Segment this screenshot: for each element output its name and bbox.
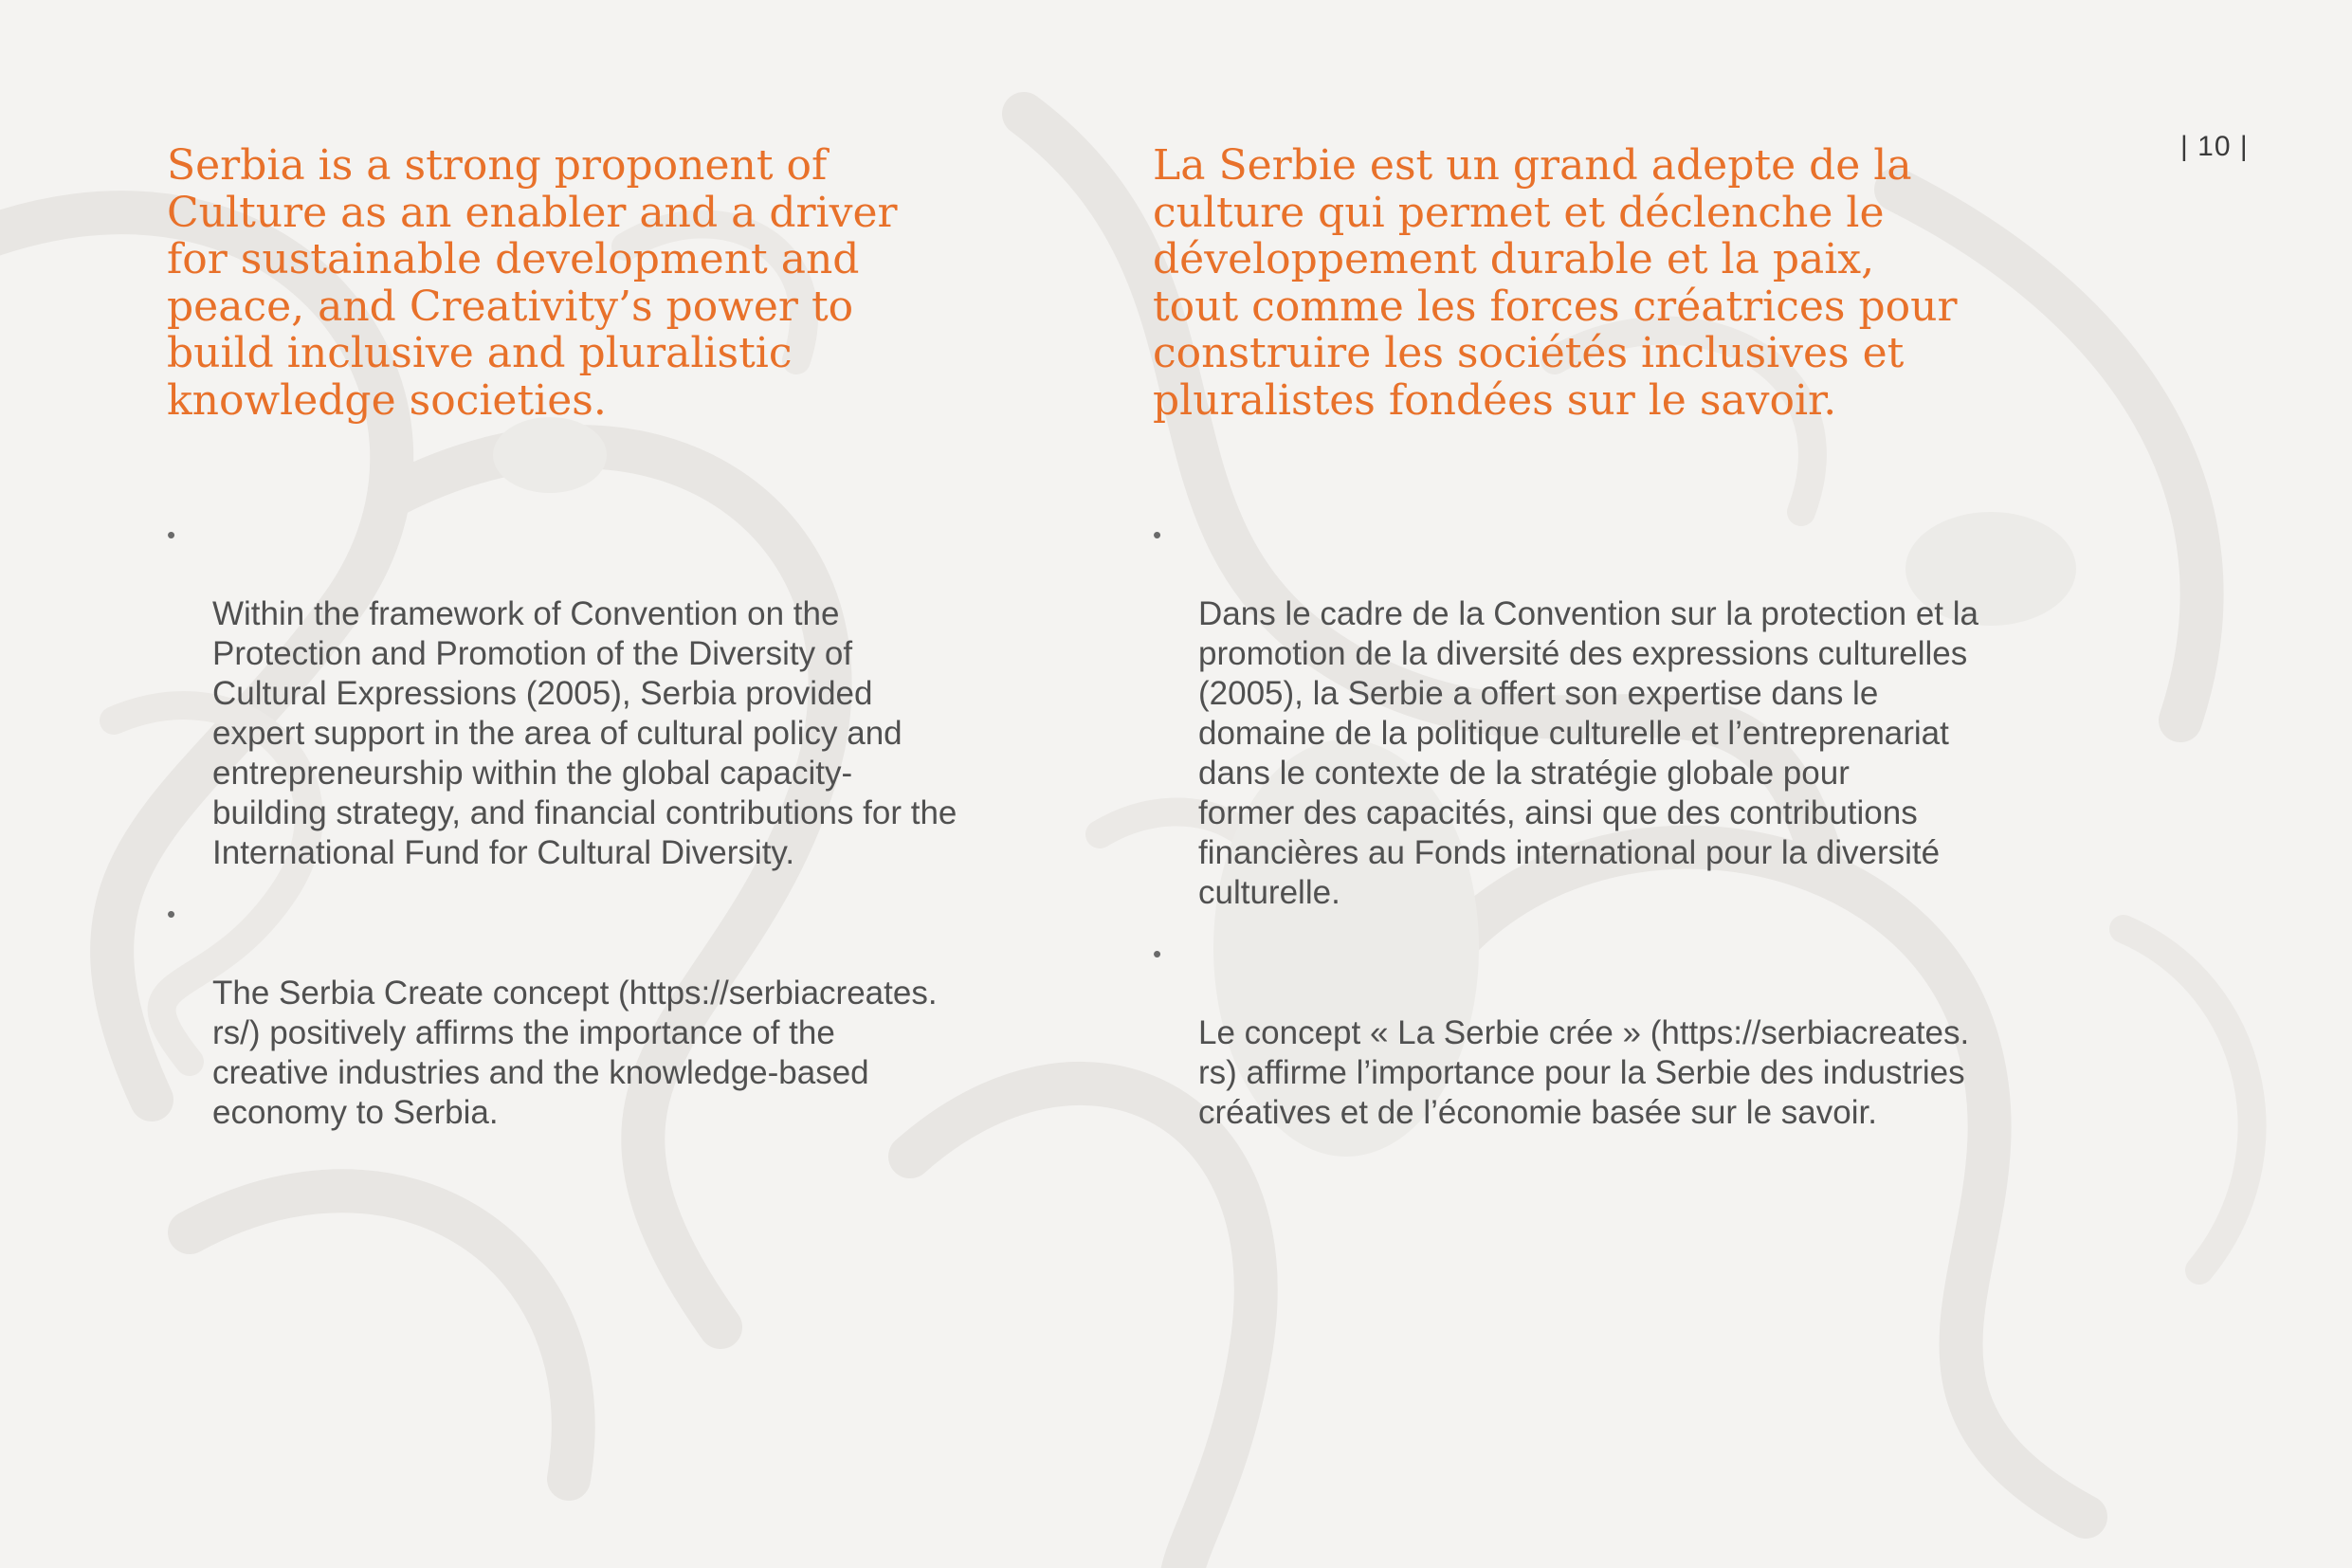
french-bullet-text: Dans le cadre de la Convention sur la protection et la promotion de la diversité des expressions culturelles (2005), la Serbie a offert son expertise dans le domaine de la politique culturelle et l’entreprenariat dans le contexte de la stratégie globale pour former des capacités, ainsi que des contributions financières au Fonds international pour la diversité culturelle. — [1198, 595, 1978, 911]
bullet-icon: • — [1153, 520, 1162, 549]
english-column — [167, 141, 1105, 1131]
french-bullet-list — [1153, 515, 2091, 1154]
bullet-icon: • — [167, 900, 176, 928]
page-number: | 10 | — [2180, 131, 2249, 162]
english-bullet-item — [167, 894, 1105, 1133]
french-column — [1153, 141, 2091, 1131]
bullet-icon: • — [1153, 939, 1162, 968]
french-bullet-text: Le concept « La Serbie crée » (https://serbiacreates. rs) affirme l’importance pour la Serbie des industries créatives et de l’économie basée sur le savoir. — [1198, 1014, 1970, 1131]
french-bullet-item — [1153, 515, 2091, 913]
english-heading: Serbia is a strong proponent of Culture as an enabler and a driver for sustainable development and peace, and Creativity’s power to build inclusive and pluralistic knowledge societies. — [167, 141, 898, 425]
bullet-icon: • — [167, 520, 176, 549]
french-heading: La Serbie est un grand adepte de la culture qui permet et déclenche le développement durable et la paix, tout comme les forces créatrices pour construire les sociétés inclusives et pluralistes fondées sur le savoir. — [1153, 141, 1958, 425]
english-bullet-text: Within the framework of Convention on the Protection and Promotion of the Diversity of Cultural Expressions (2005), Serbia provided expert support in the area of cultural policy and entrepreneurship within the global capacity- building strategy, and financial contributions for the International Fund for Cultural Diversity. — [212, 595, 957, 871]
english-bullet-item — [167, 515, 1105, 873]
french-bullet-item — [1153, 934, 2091, 1133]
english-bullet-list — [167, 515, 1105, 1154]
english-bullet-text: The Serbia Create concept (https://serbiacreates. rs/) positively affirms the importance of the creative industries and the knowledge-based economy to Serbia. — [212, 975, 938, 1131]
